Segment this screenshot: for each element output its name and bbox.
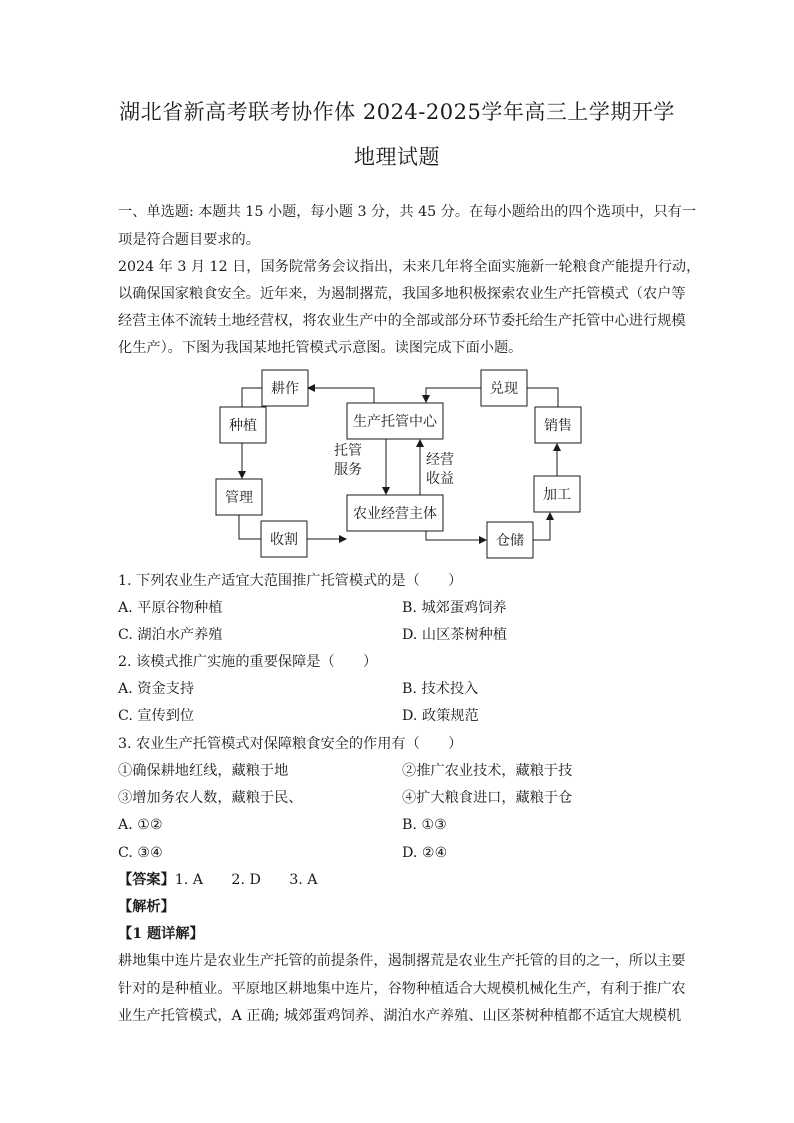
box-gengzuo-label: 耕作: [271, 381, 299, 397]
question-2-option-b: B. 技术投入: [402, 681, 479, 697]
line-guanli-shouge: [239, 515, 261, 539]
answer-label: 【答案】: [118, 872, 175, 888]
line-gengzuo-zhongzhi: [242, 388, 262, 407]
label-tuoguan-2: 服务: [334, 462, 362, 478]
question-2-option-a: A. 资金支持: [118, 681, 195, 697]
analysis-line-2: 针对的是种植业。平原地区耕地集中连片，谷物种植适合大规模机械化生产，有利于推广农: [118, 981, 686, 997]
question-1-option-a: A. 平原谷物种植: [118, 600, 223, 616]
document-title-line2: 地理试题: [354, 145, 440, 169]
question-1-option-b: B. 城郊蛋鸡饲养: [402, 600, 507, 616]
arrow-center-to-gengzuo: [308, 388, 374, 403]
analysis-line-1: 耕地集中连片是农业生产托管的前提条件，遏制撂荒是农业生产托管的目的之一，所以主要: [118, 953, 686, 969]
passage-line-2: 以确保国家粮食安全。近年来，为遏制撂荒，我国多地积极探索农业生产托管模式（农户等: [118, 286, 686, 302]
analysis-sub-label: 【1 题详解】: [118, 926, 204, 942]
question-2-option-c: C. 宣传到位: [118, 708, 195, 724]
box-cangchu-label: 仓储: [496, 533, 524, 549]
question-1-option-c: C. 湖泊水产养殖: [118, 627, 223, 643]
label-jingying-1: 经营: [426, 452, 454, 468]
document-title-line1: 湖北省新高考联考协作体 2024-2025学年高三上学期开学: [119, 100, 675, 124]
box-shouge-label: 收割: [270, 532, 298, 548]
box-center-label: 生产托管中心: [353, 414, 437, 430]
box-subject-label: 农业经营主体: [353, 506, 437, 522]
question-3-option-d: D. ②④: [402, 845, 448, 861]
label-tuoguan-1: 托管: [334, 443, 362, 459]
section-instruction-line1: 一、单选题: 本题共 15 小题，每小题 3 分，共 45 分。在每小题给出的四个选项中，只有一: [118, 204, 697, 220]
answer-text: 1. A 2. D 3. A: [174, 872, 318, 888]
section-instruction-line2: 项是符合题目要求的。: [118, 232, 260, 248]
box-jiagong-label: 加工: [543, 487, 571, 503]
label-jingying-2: 收益: [426, 471, 454, 487]
question-3-stem: 3. 农业生产托管模式对保障粮食安全的作用有（ ）: [118, 736, 463, 752]
passage-line-3: 经营主体不流转土地经营权，将农业生产中的全部或部分环节委托给生产托管中心进行规模: [118, 313, 686, 329]
question-3-statement-3: ③增加务农人数，藏粮于民、: [118, 790, 303, 806]
question-3-statement-1: ①确保耕地红线，藏粮于地: [118, 763, 289, 779]
passage-line-1: 2024 年 3 月 12 日，国务院常务会议指出，未来几年将全面实施新一轮粮食产能提升行动，: [118, 259, 701, 275]
line-xiaoshou-duixian: [527, 388, 558, 407]
arrow-duixian-to-center: [426, 388, 481, 402]
question-3-statement-2: ②推广农业技术，藏粮于技: [402, 763, 573, 779]
question-3-option-c: C. ③④: [118, 845, 163, 861]
question-1-stem: 1. 下列农业生产适宜大范围推广托管模式的是（ ）: [118, 573, 463, 589]
analysis-label: 【解析】: [118, 899, 175, 915]
trusteeship-model-diagram: [212, 366, 584, 562]
question-3-option-a: A. ①②: [118, 817, 163, 833]
question-3-option-b: B. ①③: [402, 817, 447, 833]
box-zhongzhi-label: 种植: [229, 418, 257, 434]
answer-line: [118, 870, 678, 890]
analysis-line-3: 业生产托管模式，A 正确; 城郊蛋鸡饲养、湖泊水产养殖、山区茶树种植都不适宜大规模机: [118, 1008, 682, 1024]
arrow-cangchu-to-jiagong: [533, 513, 550, 540]
question-2-option-d: D. 政策规范: [402, 708, 479, 724]
box-duixian-label: 兑现: [490, 381, 518, 397]
arrow-subject-to-cangchu: [426, 531, 486, 540]
passage-line-4: 化生产）。下图为我国某地托管模式示意图。读图完成下面小题。: [118, 340, 523, 356]
question-3-statement-4: ④扩大粮食进口，藏粮于仓: [402, 790, 573, 806]
question-2-stem: 2. 该模式推广实施的重要保障是（ ）: [118, 654, 378, 670]
question-1-option-d: D. 山区茶树种植: [402, 627, 508, 643]
box-xiaoshou-label: 销售: [544, 418, 572, 434]
box-guanli-label: 管理: [225, 490, 253, 506]
